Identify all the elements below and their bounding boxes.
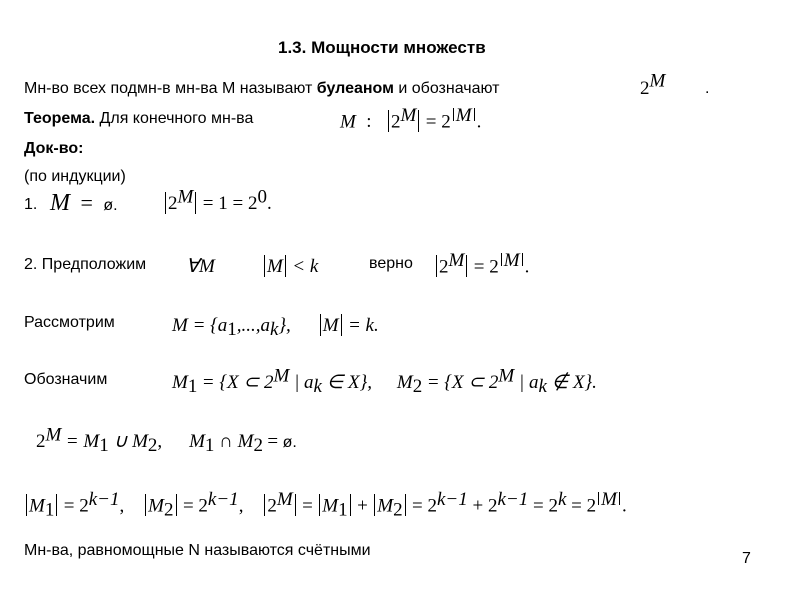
- slide-title: 1.3. Мощности множеств: [278, 38, 486, 57]
- step2-card: M < k: [262, 255, 318, 278]
- theorem-line: [24, 110, 253, 128]
- denote-text: Обозначим: [24, 371, 108, 388]
- booleanus-dot: .: [705, 80, 710, 97]
- step2-formula: $2^M = 2$ $^M$ .: [434, 253, 529, 278]
- forall-M: ∀M: [186, 256, 215, 277]
- theorem-text: Для конечного мн-ва: [95, 110, 254, 127]
- definition-text-end: и обозначают: [393, 80, 500, 97]
- step2-verno: верно: [369, 255, 413, 272]
- definition-text: Мн-во всех подмн-в мн-ва М называют: [24, 80, 317, 97]
- term-booleanus: булеаном: [316, 80, 394, 97]
- cardinality-computation: $M_1 = 2^{k-1}$, $M_2 = 2^{k-1}$, $2^M = M_1 + M_2 = 2^{k-1} + 2^{k-1} = 2^k = 2$ $^M$ .: [24, 492, 627, 517]
- theorem-label: Теорема.: [24, 110, 96, 127]
- induction-note: (по индукции): [24, 168, 126, 185]
- booleanus-formula: $2^M$: [640, 70, 666, 99]
- proof-label: Док-во:: [24, 140, 84, 157]
- step1-formula: $2^M = 1 = 2^0$.: [163, 192, 272, 215]
- countable-sets-note: Мн-ва, равномощные N называются счётными: [24, 542, 371, 559]
- step2-text: 2. Предположим: [24, 256, 147, 273]
- M1-M2-definitions: $M_1 = \{X$ ⊂ $2^M$ | $a_k$ ∈ X}, $M_2 = \{X$ ⊂ $2^M$ | $a_k$ ∉ X}.: [172, 365, 597, 398]
- consider-text: Рассмотрим: [24, 314, 115, 331]
- theorem-formula: M : $2^M = 2$ $^M$ .: [340, 105, 482, 133]
- step1-number: 1.: [24, 196, 38, 213]
- booleanus-definition: [24, 80, 499, 98]
- page-number: 7: [742, 550, 751, 567]
- set-definition: $M = \{a_1,...,a_k\}$, M = k.: [172, 315, 379, 341]
- step1-condition: M = ø.: [50, 190, 118, 216]
- union-intersection-line: $2^M = M_1$ ∪ $M_2$, $M_1$ ∩ $M_2$ = ø.: [36, 424, 297, 457]
